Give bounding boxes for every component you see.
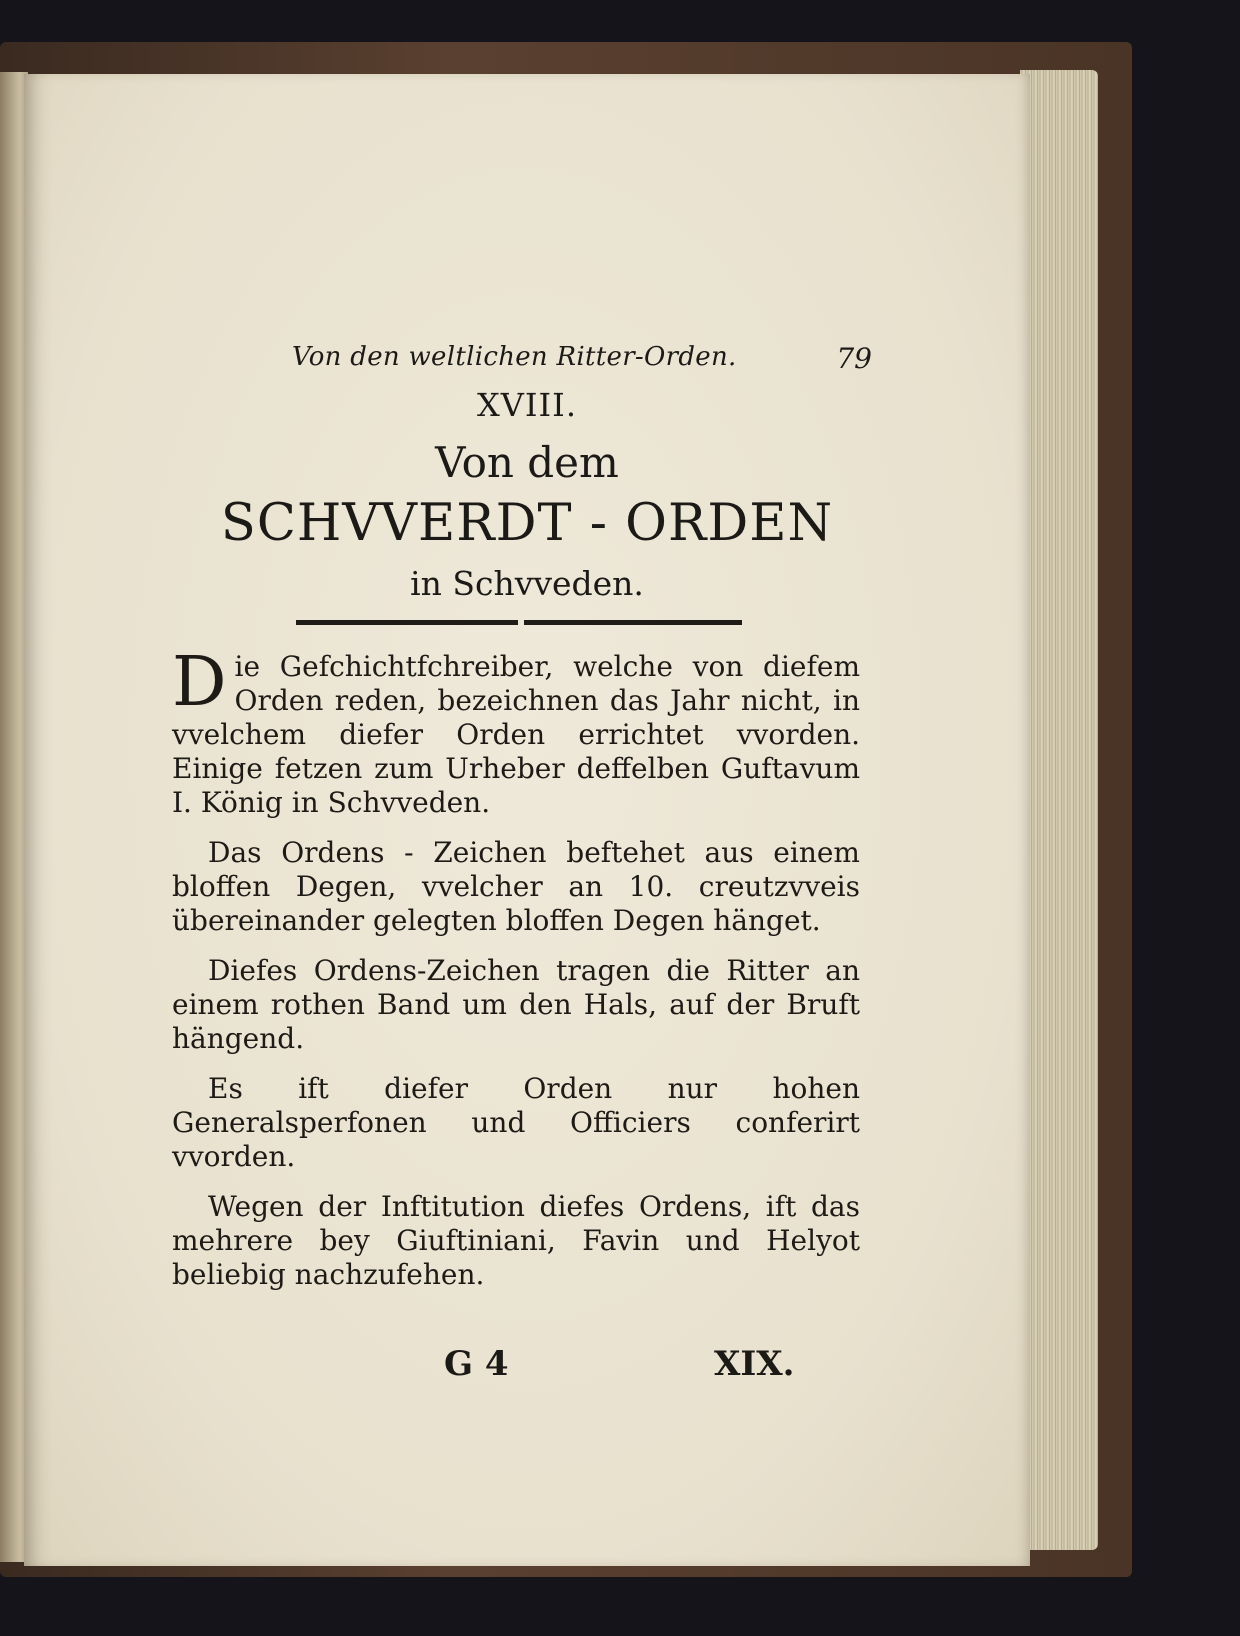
chapter-title: SCHVVERDT - ORDEN xyxy=(220,494,834,553)
drop-cap: D xyxy=(172,643,227,722)
chapter-number: XVIII. xyxy=(477,386,577,424)
paragraph: Es ift diefer Orden nur hohen Generalsperfonen und Officiers conferirt vvorden. xyxy=(172,1072,860,1173)
running-title: Von den weltlichen Ritter-Orden. xyxy=(292,342,737,372)
signature-mark: G 4 xyxy=(444,1344,509,1384)
divider-rule-right xyxy=(524,620,742,625)
catchword: XIX. xyxy=(714,1344,795,1384)
page-number: 79 xyxy=(836,342,872,375)
paragraph-text: ie Gefchichtfchreiber, welche von diefem Orden reden, bezeichnen das Jahr nicht, in vvelchem diefer Orden errichtet vvorden. Einige fetzen zum Urheber deffelben Guftavum I. König in Schvveden. xyxy=(172,650,860,819)
paragraph xyxy=(172,643,860,820)
divider-rule-left xyxy=(296,620,518,625)
body-text xyxy=(172,643,860,1308)
paragraph: Wegen der Inftitution diefes Ordens, ift das mehrere bey Giuftiniani, Favin und Helyot beliebig nachzufehen. xyxy=(172,1190,860,1291)
book-page xyxy=(24,74,1030,1566)
page-edges xyxy=(1020,70,1098,1550)
chapter-heading-prefix: Von dem xyxy=(435,438,619,487)
paragraph: Das Ordens - Zeichen beftehet aus einem bloffen Degen, vvelcher an 10. creutzvveis übereinander gelegten bloffen Degen hänget. xyxy=(172,836,860,937)
chapter-subtitle: in Schvveden. xyxy=(410,564,644,603)
paragraph: Diefes Ordens-Zeichen tragen die Ritter an einem rothen Band um den Hals, auf der Bruft hängend. xyxy=(172,954,860,1055)
